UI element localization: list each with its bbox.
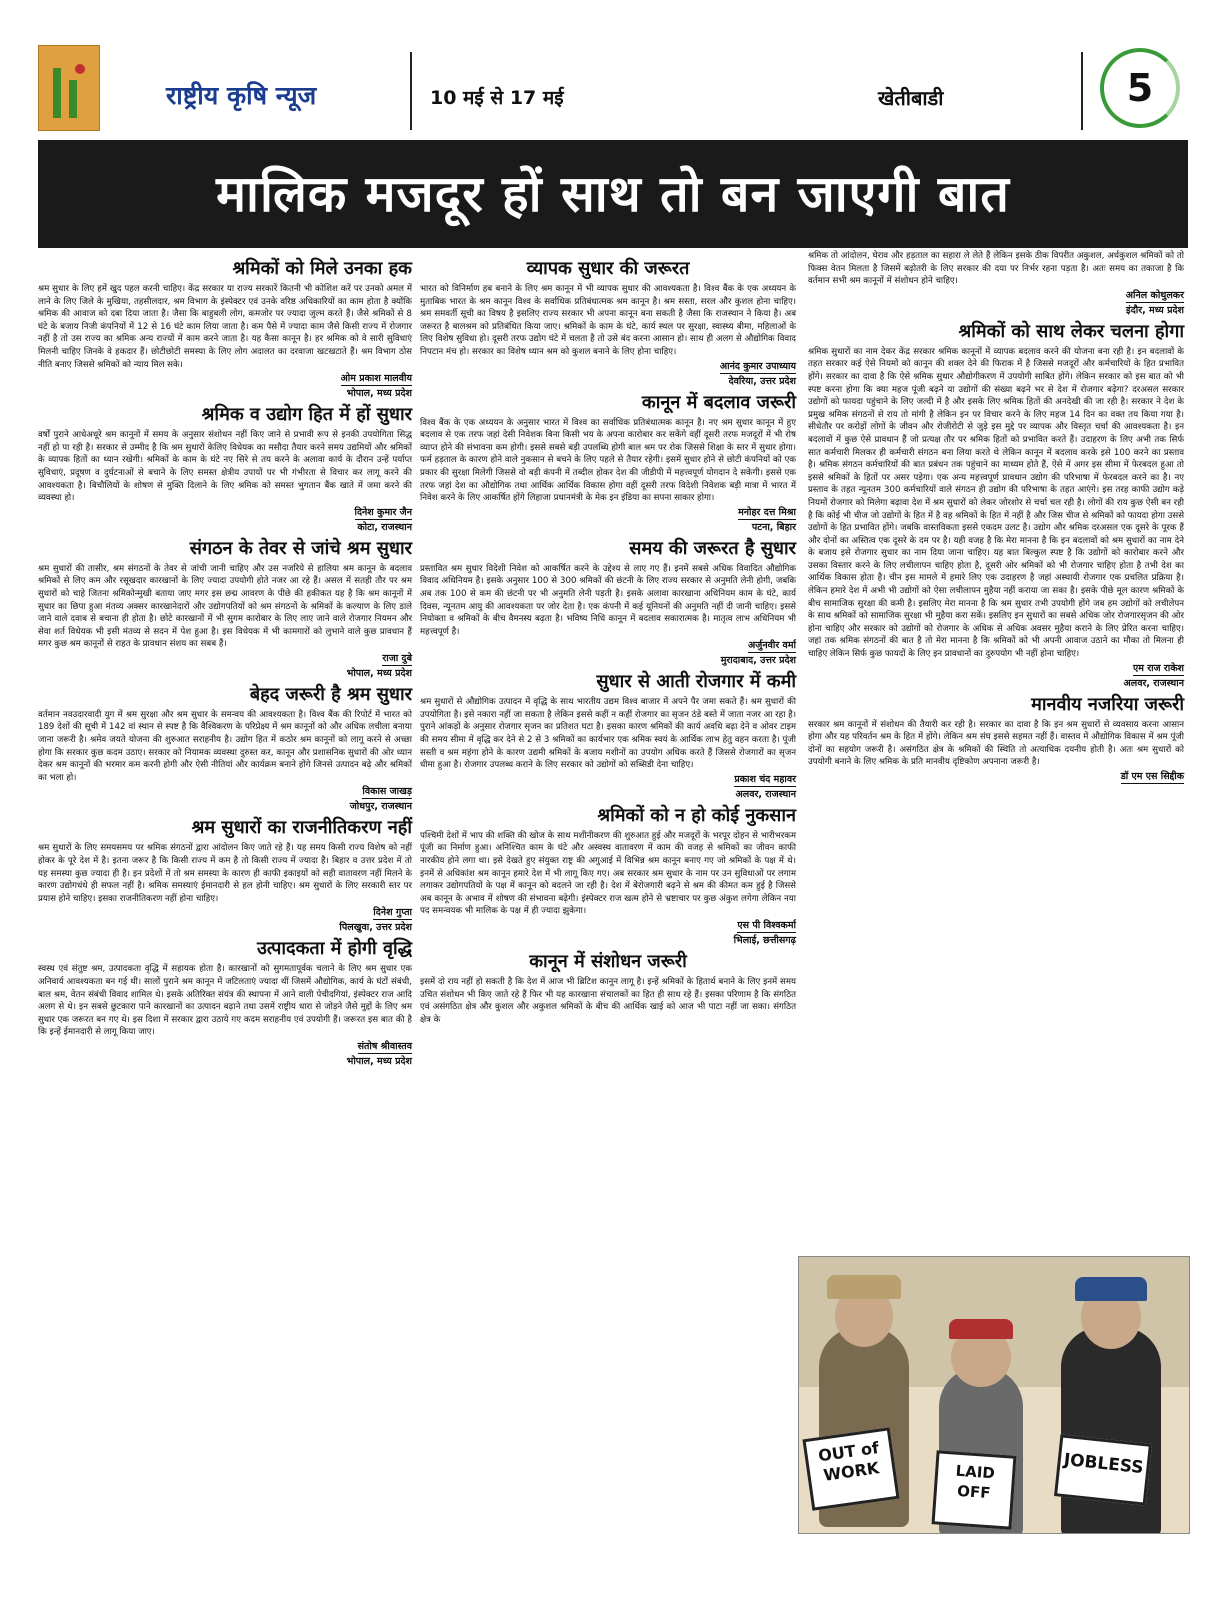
newspaper-logo <box>38 45 100 131</box>
article <box>38 258 412 400</box>
article-text: श्रम सुधारों की तासीर, श्रम संगठनों के तेवर से जांची जानी चाहिए और उस नजरिये से हालिया श्रम कानून के बदलाव श्रमिकों से लिए कम और रसूखदार कारखानों के लिए ज्यादा उपयोगी होते नजर आ रहे हैं। असल में सतही तौर पर श्रम सुधारों को चाहे जितना श्रमिकोन्मुखी बताया जाए मगर इस छद्म आवरण के पीछे की हकीकत यह है कि श्रम कानूनों में सुधार का छिपा हुआ मंतव्य अक्सर कारखानेदारों और उद्योगपतियों को श्रम संगठनों के श्रमिकों के कल्याण के लिए डाले जाने वाले दवाब से बचाना ही होता है। छोटे कारखानों में भी सुगम कारोबार के लिए लाए जाने वाले रोजगार नियमन और सेवा शर्त विधेयक भी इसी मंतव्य से सदन में पेश हुआ है। इस विधेयक में भी कामगारों को लुभाने वाले कुछ प्रावधान हैं मगर कुछ श्रम कानूनों से राहत के प्रावधान संशय का सबब हैं। <box>38 563 412 650</box>
header-divider <box>1081 52 1083 130</box>
article <box>420 392 796 534</box>
article-title: श्रमिकों को न हो कोई नुकसान <box>597 804 796 826</box>
article-title: कानून में बदलाव जरूरी <box>641 391 796 413</box>
article-continuation <box>808 250 1184 317</box>
headline-banner <box>38 140 1188 248</box>
article-place: पटना, बिहार <box>751 521 796 533</box>
article-text: स्वस्थ एवं संतुष्ट श्रम, उत्पादकता वृद्धि में सहायक होता है। कारखानों को सुगमतापूर्वक चलाने के लिए श्रम सुधार एक अनिवार्य आवश्यकता बन गई थी। सालों पुराने श्रम कानून में जटिलताएं ज्यादा थीं जिसमें औद्योगिक, कार्य के घंटों संबंधी, बाल श्रम, वेतन संबंधी विवाद शामिल थे। इसके अतिरिक्त संयंत्र की स्थापना में आने वाली पेचीदगियां, इंस्पेक्टर राज आदि अलग से थे। इन सबसे छुटकारा पाने कारखानों का उत्पादन बढ़ाने तथा उसमें राष्ट्रीय धारा से जोड़ने जैसे मुद्दों के लिए श्रम सुधार एक जरूरत बन गए थे। इस दिशा में सरकार द्वारा उठाये गए कदम सराहनीय एवं उपयोगी हैं। जरूरत इस बात की है कि इन्हें ईमानदारी से लागू किया जाए। <box>38 964 412 1038</box>
article-text: सरकार श्रम कानूनों में संशोधन की तैयारी कर रही है। सरकार का दावा है कि इन श्रम सुधारों से व्यवसाय करना आसान होगा और यह परिवर्तन श्रम के हित में होंगे। लेकिन श्रम संघ इससे सहमत नहीं हैं। वास्तव में औद्योगिक विकास में श्रम पूंजी दोनों का सहयोग जरूरी है। असंगठित क्षेत्र के श्रमिकों की स्थिति तो अत्याधिक दयनीय होती है। अतः श्रम सुधारों को उपयोगी बनाने के लिए श्रमिक के प्रति मानवीय दृष्टिकोण अपनाना जरूरी है। <box>808 719 1184 768</box>
article-text: भारत को विनिर्माण हब बनाने के लिए श्रम कानून में भी व्यापक सुधार की आवश्यकता है। विश्व बैंक के एक अध्ययन के मुताबिक भारत के श्रम कानून विश्व के सर्वाधिक प्रतिबंधात्मक श्रम कानून है। श्रम सस्ता, सरल और कुशल होना चाहिए। श्रम समवर्ती सूची का विषय है इसलिए राज्य सरकार भी अपना कानून बना सकती है जैसा कि राजस्थान ने किया है। अब जरूरत है बालश्रम को प्रतिबंधित किया जाए। श्रमिकों के काम के घंटे, कार्य स्थल पर सुरक्षा, स्वास्थ्य बीमा, महिलाओं के लिए विशेष सुविधा हो। दूसरी तरफ उद्योग घंटे में चलता है तो उसे बंद करना आसान हो। साथ ही अलग से औद्योगिक विवाद निपटान मंच हो। सरकार का विशेष ध्यान श्रम को कुशल बनाने के लिए होना चाहिए। <box>420 284 796 357</box>
article-text: इसमें दो राय नहीं हो सकती है कि देश में आज भी ब्रिटिश कानून लागू है। इन्हें श्रमिकों के हितार्थ बनाने के लिए इनमें समय उचित संशोधन भी किए जाते रहे हैं फिर भी यह कारखाना संचालकों का हित ही साध रहे हैं। इसका परिणाम है कि संगठित एवं असंगठित क्षेत्र और कुशल और अकुशल श्रमिकों के बीच की आर्थिक खाई को आज भी पाटा नहीं जा सका। संगठित क्षेत्र के <box>420 977 796 1025</box>
article-author: मनोहर दत्त मिश्रा <box>738 506 796 518</box>
page-number: 5 <box>1100 48 1180 128</box>
article <box>38 404 412 534</box>
article <box>38 684 412 814</box>
article-text: वर्तमान नवउदारवादी युग में श्रम सुरक्षा और श्रम सुधार के समन्वय की आवश्यकता है। विश्व बैंक की रिपोर्ट में भारत को 189 देशों की सूची में 142 वां स्थान से स्पष्ट है कि वैश्विकरण के परिप्रेक्ष्य में श्रम कानूनों को और अधिक लचीला बनाया जाना जरूरी है। श्रमेव जयते योजना की शुरुआत सराहनीय है। उद्योग हित में कठोर श्रम कानूनों को लागू करने से अच्छा होगा कि सरकार कुछ कदम उठाए। सरकार को नियामक व्यवस्था दुरुस्त कर, कानून और प्रशासनिक सुधारों की ओर ध्यान देकर श्रम कानूनों की भरमार कम करनी होगी और ऐसी नीतियां और कार्यक्रम बनाने होंगे जिनसे उत्पादन बढ़े और श्रमिकों का भला हो। <box>38 709 412 783</box>
cartoon-sign-out-of-work: OUT of WORK <box>802 1427 899 1511</box>
article-author: विकास जाखड़ <box>362 786 412 798</box>
cartoon-hat-right <box>1075 1277 1147 1301</box>
main-headline: मालिक मजदूर हों साथ तो बन जाएगी बात <box>216 164 1010 223</box>
article <box>38 538 412 680</box>
article-text: श्रमिक सुधारों का नाम देकर केंद्र सरकार श्रमिक कानूनों में व्यापक बदलाव करने की योजना बना रही है। इन बदलावों के तहत सरकार कई ऐसे नियमों को कानून की शक्ल देने की फिराक में है जिससे मजदूरों और कर्मचारियों के हित प्रभावित होंगे। सरकार का दावा है कि ऐसे श्रमिक सुधार औद्योगीकरण में उपयोगी साबित होंगे। लेकिन सरकार को इस बात को भी स्पष्ट करना होगा कि क्या महज पूंजी बढ़ने या उद्योगों की संख्या बढ़ने भर से देश में रोजगार बढ़ेगा? दरअसल सरकार उद्योगों को फायदा पहुंचाने के लिए जल्दी में है और इसके लिए श्रमिक हितों की अनदेखी की जा रही है। सरकार ने देश के प्रमुख श्रमिक संगठनों से राय तो मांगी है लेकिन इन पर विचार करने के लिए महज 14 दिन का वक्त तय किया गया है। सीधेतौर पर करोड़ों लोगों के जीवन और रोजीरोटी से जुड़े इस मुद्दे पर व्यापक और विस्तृत चर्चा की आवश्यकता है। इन बदलावों में कुछ ऐसे प्रावधान हैं जो प्रत्यक्ष तौर पर श्रमिक हितों को प्रभावित करते हैं। उदाहरण के लिए अभी तक सिर्फ सात कर्मचारी मिलकर ही कर्मचारी संगठन बना लिया करते थे लेकिन कानून में बदलाव करके इसे 100 करने का प्रस्ताव है। श्रमिक संगठन कर्मचारियों की बात प्रबंधन तक पहुंचाने का माध्यम होते हैं, ऐसे में अगर इस सीमा में फेरबदल हुआ तो इससे श्रमिकों के हितों पर असर पड़ेगा। एक अन्य महत्त्वपूर्ण प्रावधान उद्योग की परिभाषा में फेरबदल करने का है। नए प्रस्ताव के तहत न्यूनतम 300 कर्मचारियों वाले संगठन ही उद्योग की परिभाषा के तहत आएंगे। इस तरह काफी उद्योग कड़े नियमों रोजगार को मिलेगा बढ़ावा देश में श्रम सुधारों को लेकर जोरशोर से चर्चा चल रही है। लोगों की राय कुछ ऐसी बन रही है कि कोई भी चीज जो उद्योगों के हित में है वह श्रमिकों के हित में नहीं है और जिस चीज से श्रमिकों को फायदा होगा उससे उद्योगों के हित प्रभावित होंगे। जबकि वास्तविकता इससे एकदम उलट है। उद्योग और श्रमिक दरअसल एक दूसरे के पूरक हैं और दोनों का अस्तित्व एक दूसरे के दम पर है। यही वजह है कि मेरा मानना है कि इन बदलावों को श्रम सुधारों का नाम देने के बजाय इसे रोजगार सुधार का नाम दिया जाना चाहिए। यह बात बिल्कुल स्पष्ट है कि उद्योगों को कारोबार करने और उसका विस्तार करने के लिए लचीलापन चाहिए होता है, दूसरी ओर श्रमिकों को भी रोजगार चाहिए होता है तभी देश का आर्थिक विकास होता है। चीन इस मामले में हमारे लिए एक उदाहरण है जहां अस्थायी रोजगार एक प्रचलित प्रक्रिया है। लेकिन हमारे देश में अभी भी उद्योगों को ऐसा लचीलापन मुहैया नहीं कराया जा सका है। इसके पीछे मूल कारण श्रमिकों के बीच सामाजिक सुरक्षा की कमी है। इसलिए मेरा मानना है कि श्रम सुधार तभी उपयोगी होंगे जब हम उद्योगों को लचीलेपन के साथ श्रमिकों को सामाजिक सुरक्षा भी मुहैया करा सकें। इसलिए इन सुधारों का सबसे अधिक जोर रोजगारसृजन की ओर होना चाहिए और सरकार को उद्योगों को रोजगार के अधिक से अधिक अवसर मुहैया कराने के लिए प्रेरित करना चाहिए। जहां तक श्रमिक संगठनों की बात है तो मेरा मानना है कि श्रमिकों को भी अपनी आवाज उठाने का मौका तो मिलना ही चाहिए लेकिन सिर्फ कुछ फायदों के लिए इन प्रावधानों का दुरुपयोग भी नहीं होना चाहिए। <box>808 346 1184 660</box>
article-author: प्रकाश चंद महावर <box>734 773 796 785</box>
column-2 <box>420 254 796 1028</box>
article-text: विश्व बैंक के एक अध्ययन के अनुसार भारत में विश्व का सर्वाधिक प्रतिबंधात्मक कानून है। नए श्रम सुधार कानून में हुए बदलाव से एक तरफ जहां देसी निवेशक बिना किसी भय के अपना कारोबार कर सकेंगे वहीं दूसरी तरफ मजदूरों में भी रोष व्याप्त होने की संभावना कम होगी। इससे सबसे बड़ी उपलब्धि होगी बाल श्रम पर रोक जिससे शिक्षा के स्तर में सुधार होगा। फर्म हड़ताल के कारण होने वाले नुकसान से बचने के लिए पहले से तैयार रहेगी। इसमें सुधार होने से छोटी कंपनियों को एक प्रकार की सुरक्षा मिलेगी जिससे वो बड़ी कंपनी में तब्दील होकर देश की जीडीपी में महत्त्वपूर्ण योगदान दे सकेगी। इससे एक तरफ जहां देश का औद्योगिक तथा आर्थिक आर्थिक विकास होगा वहीं दूसरी तरफ विदेशी निवेशक बड़ी मात्रा में भारत में निवेश करने के लिए आकर्षित होंगे लिहाजा प्रधानमंत्री के मेक इन इंडिया का सपना साकार होगा। <box>420 417 796 504</box>
article-text: पश्चिमी देशों में भाप की शक्ति की खोज के साथ मशीनीकरण की शुरुआत हुई और मजदूरों के भरपूर दोहन से भारीभरकम पूंजी का निर्माण हुआ। अनिश्चित काम के घंटे और अस्वस्थ वातावरण में काम की वजह से श्रमिकों का जीवन काफी नारकीय होने लगा था। इसे देखते हुए संयुक्त राष्ट्र की अगुआई में विभिन्न श्रम कानून बनाए गए जो श्रमिकों के पक्ष में थे। इनमें से अधिकांश श्रम कानून हमारे देश में भी लागू किए गए। अब सरकार श्रम सुधार के नाम पर उन सुविधाओं पर लगाम लगाकर उद्योगपतियों के पक्ष में कानून को बदलने जा रही है। देश में बेरोजगारी बढ़ने से श्रम की कीमत कम हुई है जिससे अब कानून के अभाव में शोषण की संभावना बढ़ेगी। इंस्पेक्टर राज खत्म होने से भ्रष्टाचार पर कुछ अंकुश लगेगा लेकिन नया पद समन्वयक भी मालिक के पक्ष में ही ज्यादा झुकेगा। <box>420 830 796 917</box>
article-author: संतोष श्रीवास्तव <box>357 1040 412 1052</box>
cartoon-figure-right <box>1061 1327 1161 1534</box>
article <box>420 805 796 947</box>
article-title: श्रमिकों को साथ लेकर चलना होगा <box>958 320 1184 342</box>
article-author: दिनेश गुप्ता <box>373 907 412 919</box>
article-author: दिनेश कुमार जैन <box>354 506 412 518</box>
article <box>420 671 796 801</box>
article-title: कानून में संशोधन जरूरी <box>529 951 687 972</box>
header-divider <box>410 52 412 130</box>
article-place: भिलाई, छत्तीसगढ़ <box>733 935 796 946</box>
article <box>38 938 412 1068</box>
article-place: भोपाल, मध्य प्रदेश <box>346 667 412 679</box>
article <box>38 817 412 934</box>
article-author: ओम प्रकाश मालवीय <box>340 373 412 385</box>
article <box>420 258 796 388</box>
cartoon-hat-middle <box>949 1319 1013 1339</box>
article-author: डॉ एम एस सिद्दीक <box>1120 771 1184 782</box>
article-author: एस पी विश्वकर्मा <box>737 920 796 931</box>
article-place: मुरादाबाद, उत्तर प्रदेश <box>720 655 796 667</box>
article-title: बेहद जरूरी है श्रम सुधार <box>249 683 412 705</box>
page-header <box>38 40 1188 136</box>
section-name: खेतीबाडी <box>878 86 944 110</box>
article-title: श्रमिक व उद्योग हित में हों सुधार <box>201 404 412 426</box>
article-place: इंदौर, मध्य प्रदेश <box>1126 304 1184 316</box>
article-title: उत्पादकता में होगी वृद्धि <box>256 938 412 960</box>
article-text: प्रस्तावित श्रम सुधार विदेशी निवेश को आकर्षित करने के उद्देश्य से लाए गए हैं। इनमें सबसे अधिक विवादित औद्योगिक विवाद अधिनियम है। इसके अनुसार 100 से 300 श्रमिकों की छंटनी के लिए राज्य सरकार से अनुमति लेनी होगी, जबकि अब तक 100 से कम की छंटनी पर भी अनुमति लेनी पड़ती है। इसके अलावा कारखाना अधिनियम काम के घंटे, कार्य दिवस, न्यूनतम आयु की आवश्यकता पर जोर देता है। एक कंपनी में कई यूनियनों की अनुमति नहीं दी जानी चाहिए। इससे नियोक्ता व श्रमिकों के बीच वैमनस्य बढ़ता है। भविष्य निधि कानून में बदलाव सकारात्मक है। मातृत्व लाभ अधिनियम भी महत्त्वपूर्ण है। <box>420 563 796 637</box>
article-title: श्रम सुधारों का राजनीतिकरण नहीं <box>191 817 412 839</box>
article-text: श्रम सुधारों से औद्योगिक उत्पादन में वृद्धि के साथ भारतीय उद्यम विश्व बाजार में अपने पैर जमा सकते हैं। श्रम सुधारों की उपयोगिता है। इसे नकारा नहीं जा सकता है लेकिन इससे कहीं न कहीं रोजगार का सृजन ठंडे बस्ते में जाता नजर आ रहा है। पुराने आंकड़ों के अनुसार रोजगार सृजन का प्रतिशत घटा है। इसका कारण श्रमिकों की कार्य अवधि बढ़ा देने व ओवर टाइम की समय सीमा में वृद्धि कर देने से 2 से 3 श्रमिकों का कार्यभार एक श्रमिक स्वयं के आर्थिक लाभ हेतु वहन करता है। पूंजी सस्ती व श्रम महंगा होने के कारण उद्यमी श्रमिकों के बजाय मशीनों का उपयोग अधिक करते हैं जिससे रोजगारों का सृजन धीमा हुआ है। रोजगार उपलब्ध कराने के लिए सरकार को उद्योगों को सब्सिडी देना चाहिए। <box>420 697 796 771</box>
article-place: भोपाल, मध्य प्रदेश <box>346 1055 412 1067</box>
article-title: व्यापक सुधार की जरूरत <box>526 258 690 279</box>
article-place: जोधपुर, राजस्थान <box>349 801 412 813</box>
article-place: पिलखुवा, उत्तर प्रदेश <box>339 922 412 934</box>
article-text: श्रमिक तो आंदोलन, घेराव और हड़ताल का सहारा ले लेते हैं लेकिन इसके ठीक विपरीत अकुशल, अर्धकुशल श्रमिकों को तो फिक्स वेतन मिलता है जिसमें बढ़ोतरी के लिए सरकार की दया पर निर्भर रहना पड़ता है। अतः समय का तकाजा है कि वर्तमान सभी श्रम कानूनों में संशोधन होने चाहिए। <box>808 251 1184 287</box>
issue-date: 10 मई से 17 मई <box>430 87 564 109</box>
newspaper-name: राष्ट्रीय कृषि न्यूज <box>166 81 317 110</box>
article <box>808 694 1184 784</box>
article-title: श्रमिकों को मिले उनका हक <box>232 258 412 279</box>
article-place: अलवर, राजस्थान <box>735 788 796 800</box>
column-1 <box>38 254 412 1070</box>
article-author: राजा दुबे <box>382 652 412 664</box>
cartoon-sign-laid-off: LAID OFF <box>932 1450 1017 1529</box>
column-3 <box>808 250 1184 786</box>
cartoon-sign-jobless: JOBLESS <box>1054 1434 1152 1505</box>
article <box>420 951 796 1026</box>
cartoon-image <box>798 1256 1190 1534</box>
article <box>420 538 796 668</box>
article-author: अर्जुनवीर वर्मा <box>748 640 796 652</box>
article-place: देवरिया, उत्तर प्रदेश <box>728 375 796 387</box>
article-text: श्रम सुधारों के लिए समयसमय पर श्रमिक संगठनों द्वारा आंदोलन किए जाते रहे हैं। यह समय किसी राज्य विशेष को नहीं होकर के पूरे देश में है। इतना जरूर है कि किसी राज्य में कम है तो किसी राज्य में ज्यादा है। बिहार व उत्तर प्रदेश में तो यह समस्या कुछ ज्यादा ही है। इन प्रदेशों में तो श्रम समस्या के कारण ही काफी इकाइयों को सही वातावरण नहीं मिलने के कारण उद्योगधंधे ही सफल नहीं है। श्रमिक समस्याएं ईमानदारी से हल होनी चाहिए। श्रम सुधारों के लिए सरकारी स्तर पर प्रयास होने चाहिए। इसका राजनीतिकरण नहीं होना चाहिए। <box>38 843 412 904</box>
article-title: संगठन के तेवर से जांचे श्रम सुधार <box>189 537 412 559</box>
cartoon-hat-left <box>827 1275 901 1299</box>
article-place: कोटा, राजस्थान <box>357 521 412 533</box>
article-text: श्रम सुधार के लिए हमें खुद पहल करनी चाहिए। केंद्र सरकार या राज्य सरकारें कितनी भी कोशिश करें पर उनको अमल में लाने के लिए जिले के मुखिया, तहसीलदार, श्रम विभाग के इंस्पेक्टर एवं उनके वरिष्ठ अधिकारियों का काम होता है क्योंकि श्रमिक की आवाज को दबा दिया जाता है। जैसा कि बाहुबली लोग, कमजोर पर ज्यादा जुल्म करते हैं। जैसे श्रमिकों से 8 घंटे के बजाय निजी कंपनियों में 12 से 16 घंटे काम लिया जाता है। कम पैसे में ज्यादा काम जैसे किसी राज्य में रोजगार नहीं है तो उस राज्य का श्रमिक अन्य राज्यों में काम करने जाता है। यह कैसा कानून है। हर श्रमिक को वे सारी सुविधाएं मिलनी चाहिए जिनके वे हकदार हैं। छोटीछोटी समस्या के लिए लोग अदालत का दरवाजा खटखटाते हैं। श्रम विभाग ठोस नीति बनाए जिससे श्रमिकों को न्याय मिल सके। <box>38 284 412 370</box>
article-author: एम राज राकेश <box>1132 662 1184 674</box>
article-place: भोपाल, मध्य प्रदेश <box>346 388 412 400</box>
article-title: सुधार से आती रोजगार में कमी <box>596 671 796 693</box>
article-author: अनिल कोथुलकर <box>1125 289 1184 301</box>
article-author: आनंद कुमार उपाध्याय <box>719 360 796 372</box>
article-title: समय की जरूरत है सुधार <box>629 537 796 559</box>
article-text: वर्षों पुराने आधेअधूरे श्रम कानूनों में समय के अनुसार संशोधन नहीं किए जाने से प्रभावी रूप से इनकी उपयोगिता सिद्ध नहीं हो पा रही है। सरकार से उम्मीद है कि श्रम सुधारों केलिए विधेयक का मसौदा तैयार करने समय उद्यमियों और श्रमिकों के व्यापक हितों का ध्यान रखेगी। श्रमिकों के काम के घंटे नए सिरे से तय करने के अलावा कार्य के दौरान उन्हें पर्याप्त सुविधाएं, प्रदूषण व दुर्घटनाओं से बचाने के लिए समस्त क्षेत्रीय उपायों पर भी गंभीरता से विचार कर लागू करने की आवश्यकता है। बिचौलियों के शोषण से मुक्ति दिलाने के लिए श्रमिक को समस्त भुगतान बैंक खाते में जमा करने की व्यवस्था हो। <box>38 430 412 504</box>
article <box>808 321 1184 690</box>
article-title: मानवीय नजरिया जरूरी <box>1031 693 1184 715</box>
article-place: अलवर, राजस्थान <box>1123 677 1184 689</box>
